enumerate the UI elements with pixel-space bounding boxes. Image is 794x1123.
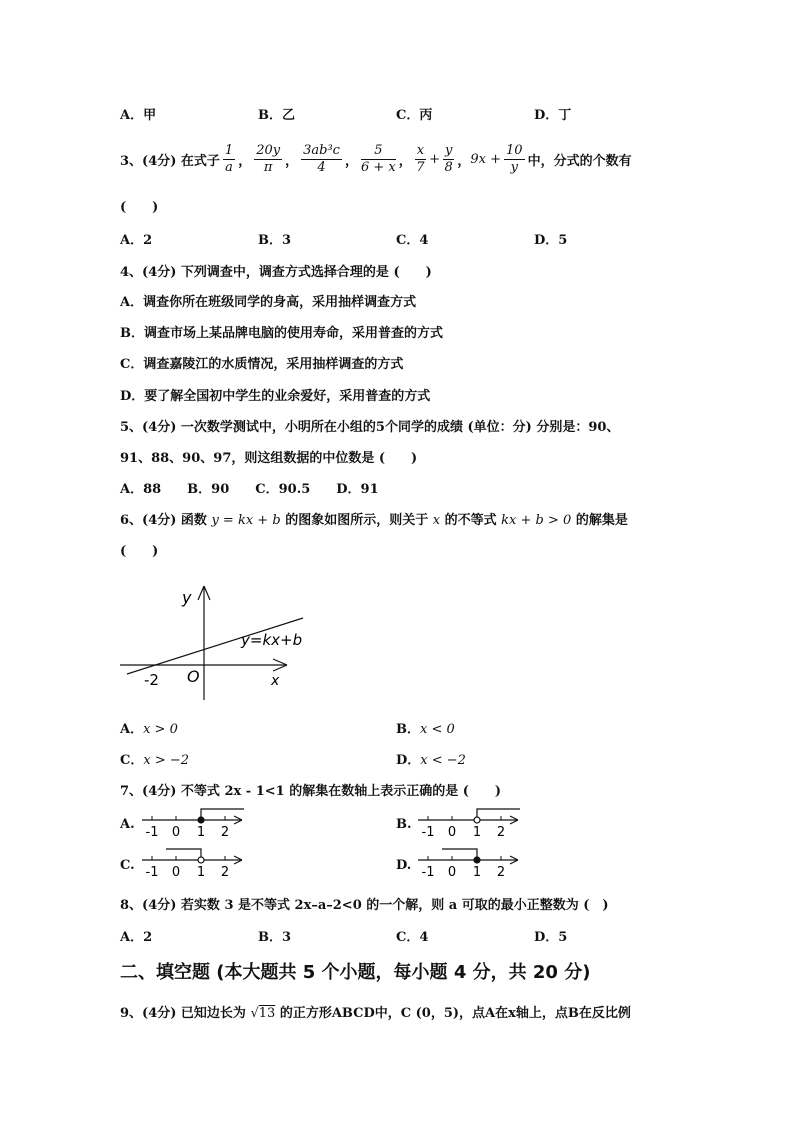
q7-number-line-c xyxy=(138,846,248,880)
tick-label: 0 xyxy=(447,825,457,840)
q3-option-b: B．3 xyxy=(258,233,292,248)
q7-option-d-letter: D. xyxy=(396,858,412,873)
q3-option-c: C．4 xyxy=(396,233,429,248)
q7-option-c-letter: C. xyxy=(120,858,135,873)
q3-option-a: A．2 xyxy=(120,233,153,248)
q6-function: y = kx + b xyxy=(211,513,281,528)
origin-label: O xyxy=(187,667,200,686)
q5-stem-line2: 91、88、90、97，则这组数据的中位数是 ( ) xyxy=(120,451,418,466)
q4-stem: 4、(4分) 下列调查中，调查方式选择合理的是 ( ) xyxy=(120,265,432,280)
q3-fraction-5b: $\frac{y}{8}$ xyxy=(444,142,453,175)
q6-inequality: kx + b > 0 xyxy=(501,513,572,528)
q6-option-b: B．x < 0 xyxy=(396,722,455,737)
q8-option-d: D．5 xyxy=(534,930,568,945)
open-dot xyxy=(198,857,204,863)
q7-number-line-d xyxy=(414,846,524,880)
intercept-label: -2 xyxy=(144,671,159,689)
tick-label: 2 xyxy=(220,825,230,840)
tick-label: -1 xyxy=(145,825,159,840)
tick-label: 2 xyxy=(220,865,230,880)
q6-option-c: C．x > −2 xyxy=(120,753,190,768)
open-dot xyxy=(474,817,480,823)
q3-stem: 3、(4分) 在式子 $\frac{1}{a}$ ， $\frac{20y}{\pi}$ ， $\frac{\text{3ab³c}}{4}$ ， $\frac{5}{6 + x}$ ， $\frac{x}{7}$ + $\frac{y}{8}$ ， 9x + $\frac{10}{y}$ 中，分式的个数有 xyxy=(120,142,632,175)
q2-option-c: C．丙 xyxy=(396,108,433,123)
solution-bracket xyxy=(166,849,201,860)
tick-label: 1 xyxy=(472,865,482,880)
q3-suffix: 中，分式的个数有 xyxy=(527,153,632,169)
filled-dot xyxy=(198,817,204,823)
q8-option-c: C．4 xyxy=(396,930,429,945)
x-axis-label: x xyxy=(271,673,280,689)
q6-paren: ( ) xyxy=(120,544,159,559)
tick-label: 2 xyxy=(496,825,506,840)
q8-option-a: A．2 xyxy=(120,930,153,945)
q7-option-a-letter: A. xyxy=(120,817,135,832)
q5-options: A．88 B．90 C．90.5 D．91 xyxy=(120,482,379,497)
q4-option-c: C．调查嘉陵江的水质情况，采用抽样调查的方式 xyxy=(120,357,404,372)
q3-fraction-1: $\frac{1}{a}$ xyxy=(224,142,234,175)
tick-label: -1 xyxy=(421,825,435,840)
q3-paren: ( ) xyxy=(120,200,159,215)
y-axis-label: y xyxy=(182,588,192,607)
q7-option-b-letter: B. xyxy=(396,817,412,832)
q6-option-d: D．x < −2 xyxy=(396,753,466,768)
tick-label: 1 xyxy=(472,825,482,840)
q3-option-d: D．5 xyxy=(534,233,568,248)
tick-label: 2 xyxy=(496,865,506,880)
q2-option-d: D．丁 xyxy=(534,108,572,123)
q4-option-d: D．要了解全国初中学生的业余爱好，采用普查的方式 xyxy=(120,389,431,404)
filled-dot xyxy=(474,857,480,863)
tick-label: 0 xyxy=(171,865,181,880)
q2-option-a: A．甲 xyxy=(120,108,157,123)
q2-option-b: B．乙 xyxy=(258,108,295,123)
q3-prefix: 3、(4分) 在式子 xyxy=(120,153,220,169)
tick-label: 1 xyxy=(196,865,206,880)
section-title: 二、填空题 (本大题共 5 个小题，每小题 4 分，共 20 分) xyxy=(120,962,591,983)
q9-stem: 9、(4分) 已知边长为 √13 的正方形ABCD中，C (0，5)，点A在x轴上，点B在反比例 xyxy=(120,1006,631,1021)
q6-stem: 6、(4分) 函数 y = kx + b 的图象如图所示，则关于 x 的不等式 kx + b > 0 的解集是 xyxy=(120,513,628,528)
q6-option-a: A．x > 0 xyxy=(120,722,178,737)
q6-function-graph xyxy=(115,578,325,703)
q7-number-line-b xyxy=(414,806,524,840)
q3-fraction-6: $\frac{10}{y}$ xyxy=(506,142,523,175)
tick-label: 1 xyxy=(196,825,206,840)
line-label: y=kx+b xyxy=(241,631,303,649)
q5-stem-line1: 5、(4分) 一次数学测试中，小明所在小组的5个同学的成绩 (单位：分) 分别是：90、 xyxy=(120,420,620,435)
q3-fraction-3: $\frac{\text{3ab³c}}{4}$ xyxy=(303,142,340,175)
q8-option-b: B．3 xyxy=(258,930,292,945)
q3-fraction-2: $\frac{20y}{\pi}$ xyxy=(256,142,281,175)
q4-option-b: B．调查市场上某品牌电脑的使用寿命，采用普查的方式 xyxy=(120,326,443,341)
tick-label: 0 xyxy=(171,825,181,840)
tick-label: -1 xyxy=(421,865,435,880)
q7-number-line-a xyxy=(138,806,248,840)
q8-stem: 8、(4分) 若实数 3 是不等式 2x–a–2<0 的一个解，则 a 可取的最小正整数为 ( ) xyxy=(120,898,609,913)
tick-label: -1 xyxy=(145,865,159,880)
q3-fraction-5a: $\frac{x}{7}$ xyxy=(416,142,425,175)
q4-option-a: A．调查你所在班级同学的身高，采用抽样调查方式 xyxy=(120,295,417,310)
sqrt-expression: √13 xyxy=(250,1006,276,1021)
q3-expr-6-lead: 9x + xyxy=(470,151,502,167)
solution-bracket xyxy=(442,849,477,860)
tick-label: 0 xyxy=(447,865,457,880)
q7-stem: 7、(4分) 不等式 2x - 1<1 的解集在数轴上表示正确的是 ( ) xyxy=(120,784,502,799)
q3-fraction-4: $\frac{5}{6 + x}$ xyxy=(360,142,396,175)
